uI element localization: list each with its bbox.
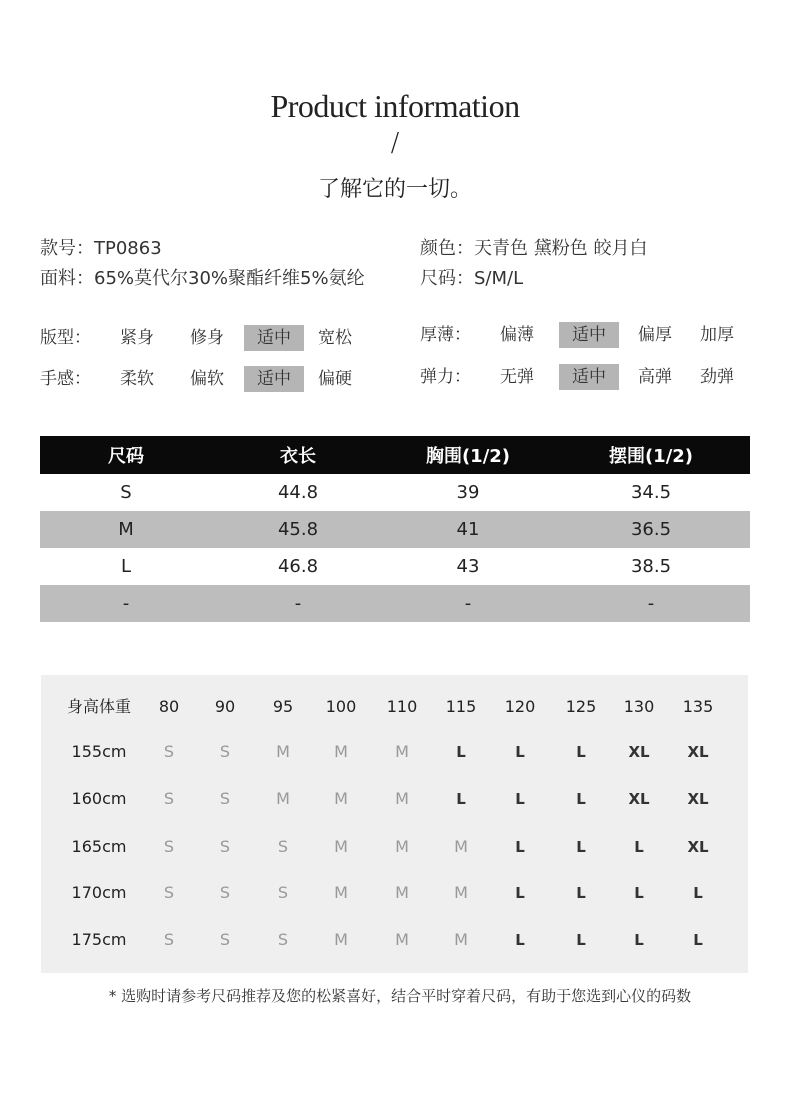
- weight-header: 120: [504, 697, 536, 716]
- recommended-size: L: [456, 790, 466, 808]
- table-cell: 44.8: [277, 482, 319, 503]
- recommended-size: S: [163, 883, 175, 902]
- table-row: [40, 585, 750, 622]
- recommended-size: XL: [687, 790, 709, 808]
- recommended-size: S: [277, 837, 289, 856]
- recommended-size: L: [634, 884, 644, 902]
- table-cell: L: [120, 556, 132, 577]
- page-title: Product information: [270, 88, 520, 124]
- recommended-size: L: [515, 838, 525, 856]
- elasticity-label: 弹力：: [420, 367, 471, 387]
- recommended-size: L: [515, 743, 525, 761]
- weight-header: 135: [682, 697, 714, 716]
- size-table-header: [40, 436, 750, 474]
- weight-header: 80: [158, 697, 180, 716]
- table-cell: 36.5: [630, 519, 672, 540]
- table-cell: S: [120, 482, 132, 503]
- weight-header: 115: [445, 697, 477, 716]
- table-cell: 38.5: [630, 556, 672, 577]
- recommended-size: L: [576, 790, 586, 808]
- table-cell: -: [647, 593, 655, 614]
- recommended-size: L: [693, 884, 703, 902]
- weight-header: 125: [565, 697, 597, 716]
- table-cell: 34.5: [630, 482, 672, 503]
- size-table: [40, 436, 750, 622]
- elasticity-attribute: [0, 364, 790, 392]
- size-recommendation-grid: [41, 675, 748, 973]
- recommended-size: S: [219, 883, 231, 902]
- thickness-label: 厚薄：: [420, 325, 471, 345]
- header-chest: 胸围(1/2): [425, 446, 511, 467]
- weight-header: 95: [272, 697, 294, 716]
- recommended-size: M: [334, 883, 348, 902]
- fit-label: 版型：: [40, 328, 91, 348]
- recommended-size: M: [454, 837, 468, 856]
- table-cell: 45.8: [277, 519, 319, 540]
- recommended-size: S: [219, 789, 231, 808]
- recommended-size: XL: [687, 838, 709, 856]
- table-cell: -: [122, 593, 130, 614]
- fabric-composition: 面料：65%莫代尔30%聚酯纤维5%氨纶: [40, 268, 365, 289]
- recommendation-row: [41, 881, 748, 905]
- height-label: 175cm: [71, 930, 127, 949]
- recommended-size: XL: [628, 790, 650, 808]
- weight-header: 130: [623, 697, 655, 716]
- recommended-size: L: [576, 838, 586, 856]
- table-row: [40, 548, 750, 585]
- elasticity-option-none: 无弹: [500, 367, 534, 387]
- fit-option-slim: 修身: [190, 328, 224, 348]
- recommended-size: L: [576, 931, 586, 949]
- recommendation-row: [41, 787, 748, 811]
- recommended-size: S: [163, 837, 175, 856]
- thickness-option-medium: 适中: [559, 322, 619, 348]
- recommended-size: L: [515, 884, 525, 902]
- fit-option-loose: 宽松: [318, 328, 352, 348]
- recommended-size: XL: [628, 743, 650, 761]
- recommendation-row: [41, 740, 748, 764]
- recommended-size: L: [515, 790, 525, 808]
- recommended-size: M: [276, 742, 290, 761]
- weight-header: 110: [386, 697, 418, 716]
- recommended-size: S: [277, 930, 289, 949]
- elasticity-option-high: 高弹: [638, 367, 672, 387]
- table-cell: -: [464, 593, 472, 614]
- feel-option-firm: 偏硬: [318, 369, 352, 389]
- recommendation-row: [41, 835, 748, 859]
- feel-option-medium: 适中: [244, 366, 304, 392]
- recommended-size: XL: [687, 743, 709, 761]
- recommendation-row: [41, 928, 748, 952]
- table-cell: 46.8: [277, 556, 319, 577]
- header-length: 衣长: [280, 446, 316, 467]
- recommended-size: L: [456, 743, 466, 761]
- recommended-size: M: [395, 837, 409, 856]
- recommended-size: S: [277, 883, 289, 902]
- recommended-size: L: [634, 838, 644, 856]
- color-options: 颜色：天青色 黛粉色 皎月白: [420, 238, 648, 259]
- recommended-size: M: [334, 930, 348, 949]
- recommended-size: S: [163, 930, 175, 949]
- fit-option-regular: 适中: [244, 325, 304, 351]
- recommended-size: S: [219, 930, 231, 949]
- recommended-size: S: [163, 789, 175, 808]
- table-cell: 39: [456, 482, 480, 503]
- recommended-size: M: [454, 930, 468, 949]
- header-size: 尺码: [108, 446, 144, 467]
- recommended-size: M: [395, 883, 409, 902]
- recommended-size: M: [395, 742, 409, 761]
- footnote: * 选购时请参考尺码推荐及您的松紧喜好，结合平时穿着尺码，有助于您选到心仪的码数: [108, 987, 692, 1005]
- table-row: [40, 474, 750, 511]
- thickness-option-thin: 偏薄: [500, 325, 534, 345]
- thickness-option-extra-thick: 加厚: [700, 325, 734, 345]
- recommended-size: L: [634, 931, 644, 949]
- recommended-size: L: [693, 931, 703, 949]
- fit-option-tight: 紧身: [120, 328, 154, 348]
- table-cell: 41: [456, 519, 480, 540]
- thickness-option-thick: 偏厚: [638, 325, 672, 345]
- recommendation-header-row: [41, 695, 748, 719]
- table-cell: -: [294, 593, 302, 614]
- weight-header: 100: [325, 697, 357, 716]
- height-label: 160cm: [71, 789, 127, 808]
- elasticity-option-medium: 适中: [559, 364, 619, 390]
- height-label: 155cm: [71, 742, 127, 761]
- recommended-size: L: [515, 931, 525, 949]
- recommended-size: M: [276, 789, 290, 808]
- title-divider: /: [390, 128, 400, 158]
- recommended-size: S: [163, 742, 175, 761]
- recommended-size: M: [334, 837, 348, 856]
- recommended-size: L: [576, 743, 586, 761]
- header-hem: 摆围(1/2): [608, 446, 694, 467]
- style-number: 款号：TP0863: [40, 238, 162, 259]
- page-subtitle: 了解它的一切。: [317, 177, 472, 202]
- feel-option-fairly-soft: 偏软: [190, 369, 224, 389]
- recommended-size: M: [334, 742, 348, 761]
- table-row: [40, 511, 750, 548]
- height-label: 170cm: [71, 883, 127, 902]
- size-options: 尺码：S/M/L: [420, 268, 524, 289]
- weight-header: 90: [214, 697, 236, 716]
- recommended-size: S: [219, 837, 231, 856]
- recommended-size: L: [576, 884, 586, 902]
- thickness-attribute: [0, 322, 790, 350]
- feel-label: 手感：: [40, 369, 91, 389]
- recommended-size: S: [219, 742, 231, 761]
- height-label: 165cm: [71, 837, 127, 856]
- feel-option-soft: 柔软: [120, 369, 154, 389]
- recommended-size: M: [395, 789, 409, 808]
- elasticity-option-strong: 劲弹: [700, 367, 734, 387]
- recommended-size: M: [334, 789, 348, 808]
- height-weight-label: 身高体重: [66, 697, 131, 716]
- recommended-size: M: [454, 883, 468, 902]
- table-cell: M: [118, 519, 134, 540]
- table-cell: 43: [456, 556, 480, 577]
- recommended-size: M: [395, 930, 409, 949]
